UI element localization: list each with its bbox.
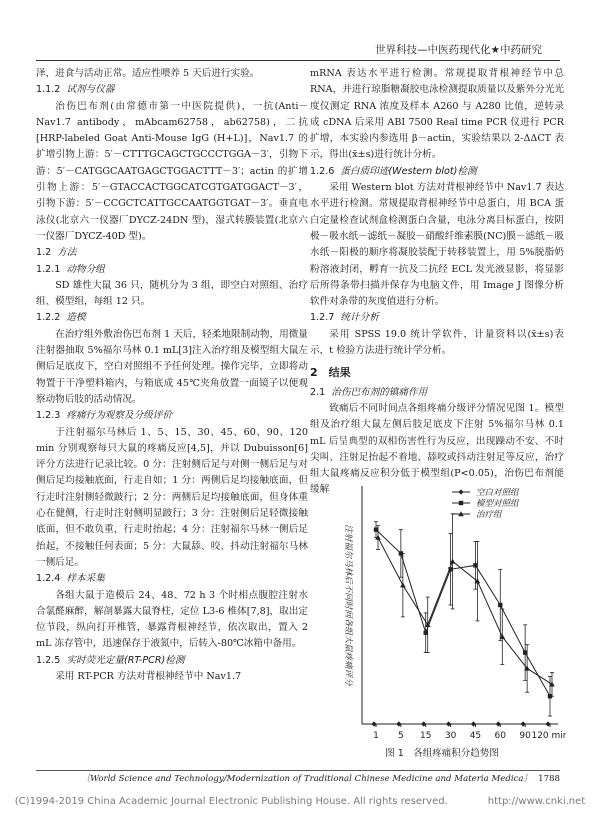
journal-footer — [36, 772, 560, 784]
paragraph: 采用 Western blot 方法对背根神经节中 Nav1.7 表达水平进行检测。常规提取背根神经节中总蛋白，用 BCA 蛋白定量检查试剂盒检测蛋白含量，电泳分离目标蛋白，按阴极－吸水纸－滤纸－凝胶－硝酸纤维素膜(NC)膜－滤纸－吸水纸－阳极的顺序将凝胶装配于转移装置上，用 5%脱脂奶粉溶液封闭，孵育一抗及二抗经 ECL 发光液显影，将显影后所得条带扫描并保存为电脑文件，用 Image J 图像分析软件对条带的灰度值进行分析。 — [310, 182, 564, 308]
legend-entry: 空白对照组 — [476, 488, 519, 498]
section-heading: 1.2.7 统计分析 — [310, 312, 379, 324]
paragraph: 于注射福尔马林后 1、5、15、30、45、60、90、120 min 分别观察每只大鼠的疼痛反应[4,5]，并以 Dubuisson[6]评分方法进行记录比较。0 分：注射侧后足与对侧一侧后足与对侧后足均接触底面，行走自如；1 分：两侧后足均接触底面，但行走时注射侧轻微跛行；2 分：两侧后足均接触底面，但身体重心在健侧，行走时注射侧明显跛行；3 分：注射侧后足轻微接触底面，但不敢负重，行走时抬起；4 分：注射福尔马林一侧后足抬起，不接触任何表面；5 分：大鼠舔、咬、抖动注射福尔马林一侧后足。 — [36, 426, 308, 568]
legend-entry: 治疗组 — [476, 510, 502, 520]
section-heading: 1.2.2 造模 — [36, 312, 86, 324]
data-point — [473, 563, 477, 567]
figure-caption: 图 1 各组疼痛积分趋势图 — [385, 748, 499, 759]
paragraph: 各组大鼠于造模后 24、48、72 h 3 个时相点腹腔注射水合氯醛麻醉，解剖暴露大鼠脊柱，定位 L3-6 椎体[7,8]，取出定位节段，纵向打开椎管，暴露背根神经节，依次取出，置入 2 mL 冻存管中，迅速保存于液氮中，后转入-80℃冰箱中备用。 — [36, 589, 308, 650]
journal-name: 〔World Science and Technology/Modernization of Traditional Chinese Medicine and Materia Medica〕 — [81, 774, 533, 784]
page-number: 1788 — [538, 774, 560, 784]
running-header: 世界科技—中医药现代化★中药研究 — [375, 44, 542, 56]
left-column — [36, 66, 308, 685]
x-tick-label: 60 — [494, 731, 507, 741]
paragraph: 采用 SPSS 19.0 统计学软件，计量资料以(x̄±s)表示，t 检验方法进行统计学分析。 — [310, 328, 564, 357]
section-heading: 1.2.5 实时荧光定量(RT-PCR)检测 — [36, 654, 185, 666]
section-heading: 1.2.1 动物分组 — [36, 263, 105, 275]
paragraph: 在治疗组外敷治伤巴布剂 1 天后，轻柔地限制动物，用微量注射器抽取 5%福尔马林 0.1 mL[3]注入治疗组及模型组大鼠左侧后足底皮下，空白对照组不予任何处理。操作完毕，立即将动物置于干净塑料箱内，与箱底成 45℃夹角放置一面镜子以便观察动物后肢的活动情况。 — [36, 328, 308, 405]
x-tick-label: 1 — [373, 731, 379, 741]
pain-score-chart — [318, 478, 566, 762]
data-point — [400, 582, 406, 587]
x-tick-label: 90 — [519, 731, 531, 741]
cnki-link[interactable]: http://www.cnki.net — [487, 796, 586, 807]
paragraph: 致痛后不同时间点各组疼痛分级评分情况见图 1。模型组及治疗组大鼠左侧后肢足底皮下注射 5%福尔马林 0.1 mL 后呈典型的双相伤害性行为反应，出现躁动不安、不时尖叫、注射足抬起不着地、舔咬或抖动注射足等反应，治疗组大鼠疼痛反应积分低于模型组(P<0.05)，治伤巴布剂能缓解 — [310, 402, 564, 496]
x-tick-label: 5 — [397, 731, 404, 741]
data-point — [523, 650, 527, 654]
legend-marker — [459, 501, 463, 505]
section-heading: 1.2 方法 — [36, 247, 77, 259]
data-point — [498, 603, 502, 607]
series-line — [378, 538, 552, 685]
y-axis-label: 注射福尔马林后不同时间各组大鼠疼痛评分 — [343, 524, 353, 686]
paragraph: 泽，进食与活动正常。适应性喂养 5 天后进行实验。 — [36, 68, 260, 79]
section-heading: 1.2.4 样本采集 — [36, 573, 105, 585]
legend-entry: 模型对照组 — [476, 499, 519, 509]
right-column — [310, 66, 564, 499]
legend-marker — [458, 489, 463, 494]
results-heading: 2 结果 — [310, 366, 351, 380]
header-rule — [36, 60, 560, 61]
copyright-line — [0, 796, 600, 807]
paragraph: SD 雄性大鼠 36 只，随机分为 3 组，即空白对照组、治疗组、模型组，每组 12 只。 — [36, 279, 308, 308]
paragraph: mRNA 表达水平进行检测。常规提取背根神经节中总 RNA，并进行琼脂糖凝胶电泳检测提取质量以及紫外分光光度仪测定 RNA 浓度及样本 A260 与 A280 比值，逆转录成 cDNA 后采用 ABI 7500 Real time PCR 仪进行 PCR 扩增，本实验内参选用 β－actin，实验结果以 2-ΔΔCT 表示，得出(x̄±s)进行统计分析。 — [310, 68, 564, 161]
data-point — [424, 631, 428, 635]
copyright-text: (C)1994-2019 China Academic Journal Electronic Publishing House. All rights reserved. — [14, 796, 448, 807]
x-tick-label: 15 — [419, 731, 432, 741]
data-point — [374, 527, 378, 531]
paragraph: 治伤巴布剂(由常德市第一中医院提供)，一抗(Anti－Nav1.7 antibody，mAbcam62758，ab62758)，二抗[HRP-labeled Goat Anti-Mouse IgG (H+L)]，Nav1.7 的扩增引物上游：5′－CTTTGCAGCTGCCCTGGA－3′，引物下游：5′－CATGGCAATGAGCTGGACTTT－3′；actin 的扩增引物上游：5′－GTACCACTGGCATCGTGATGGACT－3′，引物下游：5′－CCGCTCATTGCCAATGGTGAT－3′。垂直电泳仪(北京六一仪器厂DYCZ-24DN 型)，湿式转膜装置(北京六一仪器厂DYCZ-40D 型)。 — [36, 100, 308, 242]
footer-rule — [36, 770, 560, 771]
x-tick-label: 30 — [444, 731, 457, 741]
section-heading: 1.1.2 试剂与仪器 — [36, 84, 115, 96]
figure-1 — [318, 478, 566, 762]
paragraph: 采用 RT-PCR 方法对背根神经节中 Nav1.7 — [55, 670, 242, 682]
x-tick-label: 45 — [469, 731, 482, 741]
section-heading: 2.1 治伤巴布剂的镇痛作用 — [310, 386, 428, 398]
section-heading: 1.2.3 疼痛行为观察及分级评价 — [36, 410, 172, 422]
x-tick-label: 120 min — [531, 731, 566, 741]
section-heading: 1.2.6 蛋白质印迹(Western blot)检测 — [310, 165, 477, 177]
